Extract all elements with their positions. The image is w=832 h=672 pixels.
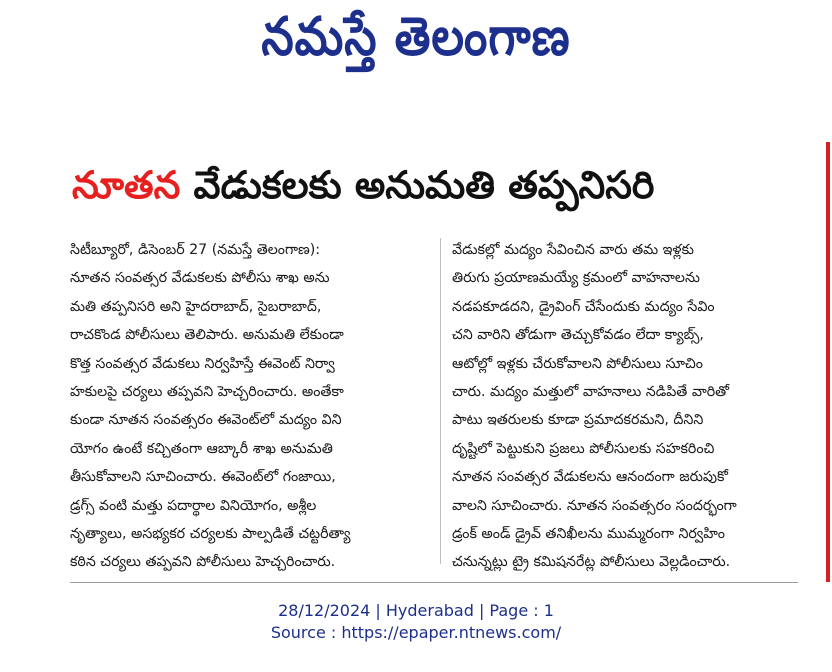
edition-info: 28/12/2024 | Hyderabad | Page : 1 bbox=[278, 601, 554, 620]
article-line: డ్రంక్ అండ్ డ్రైవ్ తనిఖీలను ముమ్మరంగా నిర్వహిం bbox=[452, 526, 726, 543]
masthead bbox=[0, 0, 832, 86]
article-line: తిరుగు ప్రయాణమయ్యే క్రమంలో వాహనాలను bbox=[452, 270, 700, 287]
article-headline bbox=[72, 150, 802, 220]
article-line: చారు. మద్యం మత్తులో వాహనాలు నడిపితే వారితో bbox=[452, 384, 729, 401]
newspaper-title: నమస్తే తెలంగాణ bbox=[261, 5, 571, 68]
article-line: ఆటోల్లో ఇళ్లకు చేరుకోవాలని పోలీసులు సూచిం bbox=[452, 355, 703, 372]
article-line: కొత్త సంవత్సర వేడుకలు నిర్వహిస్తే ఈవెంట్ నిర్వా bbox=[70, 355, 335, 372]
article-line: కుండా నూతన సంవత్సరం ఈవెంట్‌లో మద్యం విని bbox=[70, 412, 342, 429]
article-line: తీసుకోవాలని సూచించారు. ఈవెంట్‌లో గంజాయి, bbox=[70, 469, 336, 486]
article-line: పాటు ఇతరులకు కూడా ప్రమాదకరమని, దీనిని bbox=[452, 412, 704, 429]
article-line: హకులపై చర్యలు తప్పవని హెచ్చరించారు. అంతేకా bbox=[70, 384, 344, 401]
headline-text: వేడుకలకు అనుమతి తప్పనిసరి bbox=[193, 163, 655, 207]
footer-rule bbox=[70, 582, 798, 583]
article-line: దృష్టిలో పెట్టుకుని ప్రజలు పోలీసులకు సహకరించి bbox=[452, 440, 715, 457]
article-line: డ్రగ్స్ వంటి మత్తు పదార్థాల వినియోగం, అశ్లీల bbox=[70, 497, 317, 514]
article-column-right bbox=[452, 236, 818, 577]
article-line: నూతన సంవత్సర వేడుకలకు పోలీసు శాఖ అను bbox=[70, 270, 330, 287]
article-line: వేడుకల్లో మద్యం సేవించిన వారు తమ ఇళ్లకు bbox=[452, 242, 694, 258]
article-line: నృత్యాలు, అసభ్యకర చర్యలకు పాల్పడితే చట్టరీత్యా bbox=[70, 526, 351, 543]
article-line: నూతన సంవత్సర వేడుకలను ఆనందంగా జరుపుకో bbox=[452, 469, 729, 486]
article-line: మతి తప్పనిసరి అని హైదరాబాద్, సైబరాబాద్, bbox=[70, 298, 322, 315]
article-line: చనున్నట్లు ట్రై కమిషనరేట్ల పోలీసులు వెల్లడించారు. bbox=[452, 554, 731, 571]
column-divider bbox=[440, 238, 441, 564]
accent-rule bbox=[826, 142, 830, 582]
source-link[interactable]: Source : https://epaper.ntnews.com/ bbox=[270, 623, 562, 642]
page-footer bbox=[0, 600, 832, 644]
article-line: కఠిన చర్యలు తప్పవని పోలీసులు హెచ్చరించారు. bbox=[70, 554, 336, 571]
article-line: చని వారిని తోడుగా తెచ్చుకోవడం లేదా క్యాబ్స్, bbox=[452, 327, 704, 344]
article-column-left bbox=[70, 236, 436, 577]
article-line: నడపకూడదని, డ్రైవింగ్ చేసేందుకు మద్యం సేవిం bbox=[452, 298, 715, 315]
article-line: సిటీబ్యూరో, డిసెంబర్ 27 (నమస్తే తెలంగాణ): bbox=[70, 242, 321, 258]
article-line: వాలని సూచించారు. నూతన సంవత్సరం సందర్భంగా bbox=[452, 497, 737, 514]
article-line: యోగం ఉంటే కచ్చితంగా ఆబ్కారీ శాఖ అనుమతి bbox=[70, 440, 333, 457]
article-line: రాచకొండ పోలీసులు తెలిపారు. అనుమతి లేకుండా bbox=[70, 327, 344, 344]
headline-accent-word: నూతన bbox=[72, 163, 181, 207]
